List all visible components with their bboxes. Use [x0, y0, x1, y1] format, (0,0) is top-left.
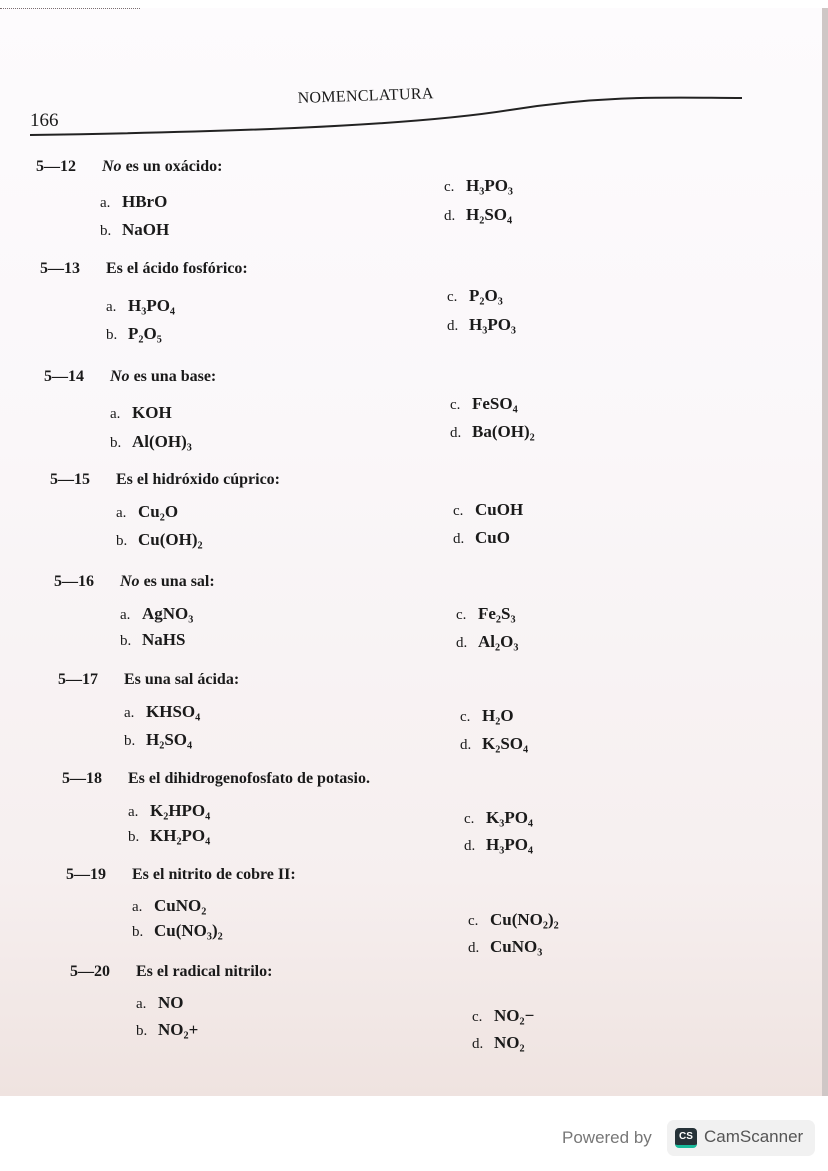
formula: K₂SO₄ [482, 734, 529, 753]
formula: FeSO₄ [472, 394, 518, 413]
formula: Ba(OH)₂ [472, 422, 535, 441]
option-c: c. Fe₂S₃ [456, 604, 516, 623]
formula: P₂O₃ [469, 286, 503, 305]
option-d: d. NO₂ [472, 1033, 525, 1052]
question-5-16 [54, 573, 215, 591]
formula: HBrO [122, 192, 168, 211]
stem-text: Es el nitrito de cobre II: [132, 866, 296, 883]
running-head [30, 85, 740, 138]
camscanner-badge[interactable] [667, 1120, 815, 1156]
formula: Al₂O₃ [478, 632, 519, 651]
option-d: d. Al₂O₃ [456, 632, 519, 651]
formula: H₃PO₄ [486, 835, 534, 854]
option-c: c. NO₂− [472, 1006, 535, 1025]
page-edge-shadow [822, 8, 828, 1096]
option-a: a. HBrO [100, 192, 168, 211]
scanner-watermark [0, 1098, 828, 1171]
question-number: 5—13 [40, 260, 80, 277]
chapter-title: NOMENCLATURA [297, 85, 434, 108]
formula: KHSO₄ [146, 702, 201, 721]
formula: Cu₂O [138, 502, 179, 521]
formula: NO [158, 993, 184, 1012]
formula: NO₂− [494, 1006, 535, 1025]
formula: Fe₂S₃ [478, 604, 516, 623]
option-d: d. Ba(OH)₂ [450, 422, 535, 441]
formula: Al(OH)₃ [132, 432, 192, 451]
option-b: b. H₂SO₄ [124, 730, 193, 749]
question-5-14 [44, 368, 216, 386]
formula: H₃PO₃ [469, 315, 517, 334]
formula: K₃PO₄ [486, 808, 534, 827]
option-b: b. Cu(NO₃)₂ [132, 921, 223, 940]
stem-emphasis: No [110, 368, 130, 385]
option-a: a. KOH [110, 403, 172, 422]
formula: NO₂ [494, 1033, 525, 1052]
formula: H₃PO₃ [466, 176, 514, 195]
page-number: 166 [30, 110, 59, 131]
question-5-17 [58, 671, 239, 689]
option-a: a. K₂HPO₄ [128, 801, 211, 820]
option-b: b. P₂O₅ [106, 324, 162, 343]
formula: NO₂+ [158, 1020, 199, 1039]
formula: NaHS [142, 630, 186, 649]
option-b: b. NO₂+ [136, 1020, 199, 1039]
question-stem [50, 471, 280, 489]
option-c: c. H₂O [460, 706, 514, 725]
option-b: b. NaOH [100, 220, 170, 239]
option-d: d. CuO [453, 528, 510, 547]
question-stem [70, 963, 272, 981]
option-a: a. Cu₂O [116, 502, 179, 521]
option-b: b. Al(OH)₃ [110, 432, 192, 451]
formula: KOH [132, 403, 172, 422]
option-b: b. Cu(OH)₂ [116, 530, 203, 549]
formula: H₃PO₄ [128, 296, 176, 315]
option-c: c. FeSO₄ [450, 394, 518, 413]
stem-text: Es una sal ácida: [124, 671, 240, 688]
question-5-15 [50, 471, 280, 489]
stem-emphasis: No [102, 158, 122, 175]
option-d: d. H₂SO₄ [444, 205, 513, 224]
formula: KH₂PO₄ [150, 826, 211, 845]
option-c: c. H₃PO₃ [444, 176, 514, 195]
formula: CuNO₃ [490, 937, 543, 956]
question-number: 5—19 [66, 866, 106, 883]
stem-text: Es el ácido fosfórico: [106, 260, 248, 277]
question-5-20 [70, 963, 272, 981]
stem-text: Es el radical nitrilo: [136, 963, 273, 980]
question-stem [58, 671, 239, 689]
question-number: 5—18 [62, 770, 102, 787]
question-number: 5—15 [50, 471, 90, 488]
formula: Cu(NO₂)₂ [490, 910, 559, 929]
question-number: 5—14 [44, 368, 84, 385]
formula: K₂HPO₄ [150, 801, 211, 820]
option-c: c. K₃PO₄ [464, 808, 534, 827]
question-5-18 [62, 770, 370, 788]
question-stem [40, 260, 248, 278]
page-edge-speckle [0, 8, 140, 13]
question-number: 5—12 [36, 158, 76, 175]
option-b: b. NaHS [120, 630, 186, 649]
option-c: c. P₂O₃ [447, 286, 503, 305]
question-number: 5—17 [58, 671, 98, 688]
option-a: a. NO [136, 993, 184, 1012]
option-d: d. CuNO₃ [468, 937, 543, 956]
scanned-page [0, 8, 822, 1096]
option-a: a. H₃PO₄ [106, 296, 176, 315]
stem-text: Es el hidróxido cúprico: [116, 471, 281, 488]
question-5-19 [66, 866, 296, 884]
stem-text: es un oxácido: [121, 158, 223, 175]
question-number: 5—16 [54, 573, 94, 590]
formula: NaOH [122, 220, 170, 239]
question-stem [62, 770, 370, 788]
camscanner-brand: CamScanner [704, 1127, 804, 1146]
option-c: c. CuOH [453, 500, 524, 519]
powered-by-text: Powered by [562, 1128, 652, 1147]
formula: P₂O₅ [128, 324, 162, 343]
question-stem [44, 368, 216, 386]
stem-text: es una sal: [139, 573, 215, 590]
question-stem [36, 158, 222, 176]
formula: CuOH [475, 500, 524, 519]
stem-text: es una base: [129, 368, 217, 385]
stem-emphasis: No [120, 573, 140, 590]
option-a: a. KHSO₄ [124, 702, 201, 721]
camscanner-logo-icon: CS [675, 1128, 697, 1148]
formula: CuO [475, 528, 510, 547]
formula: AgNO₃ [142, 604, 194, 623]
option-d: d. H₃PO₃ [447, 315, 517, 334]
question-5-13 [40, 260, 248, 278]
option-b: b. KH₂PO₄ [128, 826, 211, 845]
formula: Cu(OH)₂ [138, 530, 203, 549]
formula: H₂O [482, 706, 514, 725]
option-c: c. Cu(NO₂)₂ [468, 910, 559, 929]
formula: H₂SO₄ [466, 205, 513, 224]
option-a: a. AgNO₃ [120, 604, 194, 623]
stem-text: Es el dihidrogenofosfato de potasio. [128, 770, 370, 787]
question-5-12 [36, 158, 222, 176]
question-number: 5—20 [70, 963, 110, 980]
formula: CuNO₂ [154, 896, 207, 915]
question-stem [66, 866, 296, 884]
formula: H₂SO₄ [146, 730, 193, 749]
option-d: d. H₃PO₄ [464, 835, 534, 854]
option-d: d. K₂SO₄ [460, 734, 529, 753]
formula: Cu(NO₃)₂ [154, 921, 223, 940]
option-a: a. CuNO₂ [132, 896, 207, 915]
question-stem [54, 573, 215, 591]
